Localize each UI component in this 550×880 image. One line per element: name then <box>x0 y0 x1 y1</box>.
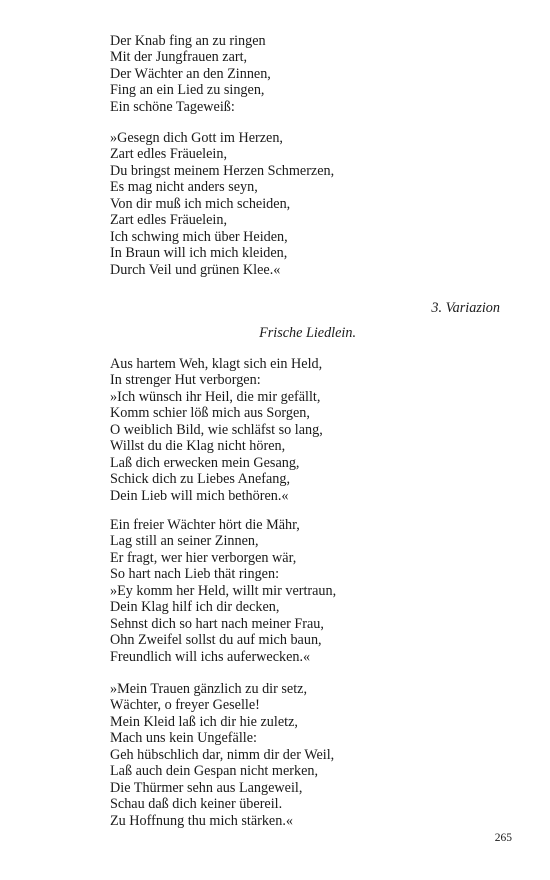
verse-line: Schick dich zu Liebes Anefang, <box>110 471 291 488</box>
stanza-5 <box>110 681 334 829</box>
verse-line: In Braun will ich mich kleiden, <box>110 245 288 262</box>
verse-line: Mit der Jungfrauen zart, <box>110 49 248 66</box>
verse-line: Schau daß dich keiner übereil. <box>110 796 283 813</box>
stanza-3 <box>110 356 323 504</box>
verse-line: Du bringst meinem Herzen Schmerzen, <box>110 162 335 179</box>
section-subheading: Frische Liedlein. <box>259 325 356 341</box>
stanza-4 <box>110 517 336 665</box>
page-number: 265 <box>494 832 512 844</box>
verse-line: Durch Veil und grünen Klee.« <box>110 261 281 278</box>
verse-line: »Ich wünsch ihr Heil, die mir gefällt, <box>110 388 321 405</box>
verse-line: Von dir muß ich mich scheiden, <box>110 195 291 212</box>
verse-line: Mach uns kein Ungefälle: <box>110 730 257 747</box>
verse-line: Es mag nicht anders seyn, <box>110 179 258 196</box>
verse-line: »Gesegn dich Gott im Herzen, <box>110 130 283 146</box>
verse-line: Willst du die Klag nicht hören, <box>110 438 286 455</box>
verse-line: Ein schöne Tageweiß: <box>110 98 235 115</box>
verse-line: Aus hartem Weh, klagt sich ein Held, <box>110 356 323 372</box>
verse-line: Sehnst dich so hart nach meiner Frau, <box>110 615 324 632</box>
verse-line: Freundlich will ichs auferwecken.« <box>110 648 311 665</box>
verse-line: »Ey komm her Held, willt mir vertraun, <box>110 582 337 599</box>
verse-line: »Mein Trauen gänzlich zu dir setz, <box>110 681 308 697</box>
verse-line: Laß auch dein Gespan nicht merken, <box>110 763 319 780</box>
verse-line: Wächter, o freyer Geselle! <box>110 697 260 714</box>
verse-line: Der Knab fing an zu ringen <box>110 33 266 49</box>
verse-line: Lag still an seiner Zinnen, <box>110 533 259 550</box>
verse-line: Fing an ein Lied zu singen, <box>110 82 265 99</box>
verse-line: Geh hübschlich dar, nimm dir der Weil, <box>110 746 335 763</box>
verse-line: Dein Lieb will mich bethören.« <box>110 487 289 504</box>
verse-line: Der Wächter an den Zinnen, <box>110 65 271 82</box>
verse-line: Dein Klag hilf ich dir decken, <box>110 599 280 616</box>
verse-line: Zart edles Fräuelein, <box>110 212 227 229</box>
verse-line: Die Thürmer sehn aus Langeweil, <box>110 779 303 796</box>
section-heading: 3. Variazion <box>431 300 500 316</box>
verse-line: Komm schier löß mich aus Sorgen, <box>110 405 310 422</box>
stanza-1 <box>110 33 271 115</box>
verse-line: Zart edles Fräuelein, <box>110 146 227 163</box>
verse-line: Zu Hoffnung thu mich stärken.« <box>110 812 293 829</box>
verse-line: Ohn Zweifel sollst du auf mich baun, <box>110 632 322 649</box>
verse-line: O weiblich Bild, wie schläfst so lang, <box>110 421 323 438</box>
stanza-2 <box>110 130 334 278</box>
verse-line: Er fragt, wer hier verborgen wär, <box>110 549 297 566</box>
verse-line: So hart nach Lieb thät ringen: <box>110 566 280 583</box>
verse-line: In strenger Hut verborgen: <box>110 372 261 389</box>
verse-line: Laß dich erwecken mein Gesang, <box>110 454 300 471</box>
verse-line: Ein freier Wächter hört die Mähr, <box>110 517 300 533</box>
verse-line: Mein Kleid laß ich dir hie zuletz, <box>110 713 298 730</box>
verse-line: Ich schwing mich über Heiden, <box>110 228 288 245</box>
